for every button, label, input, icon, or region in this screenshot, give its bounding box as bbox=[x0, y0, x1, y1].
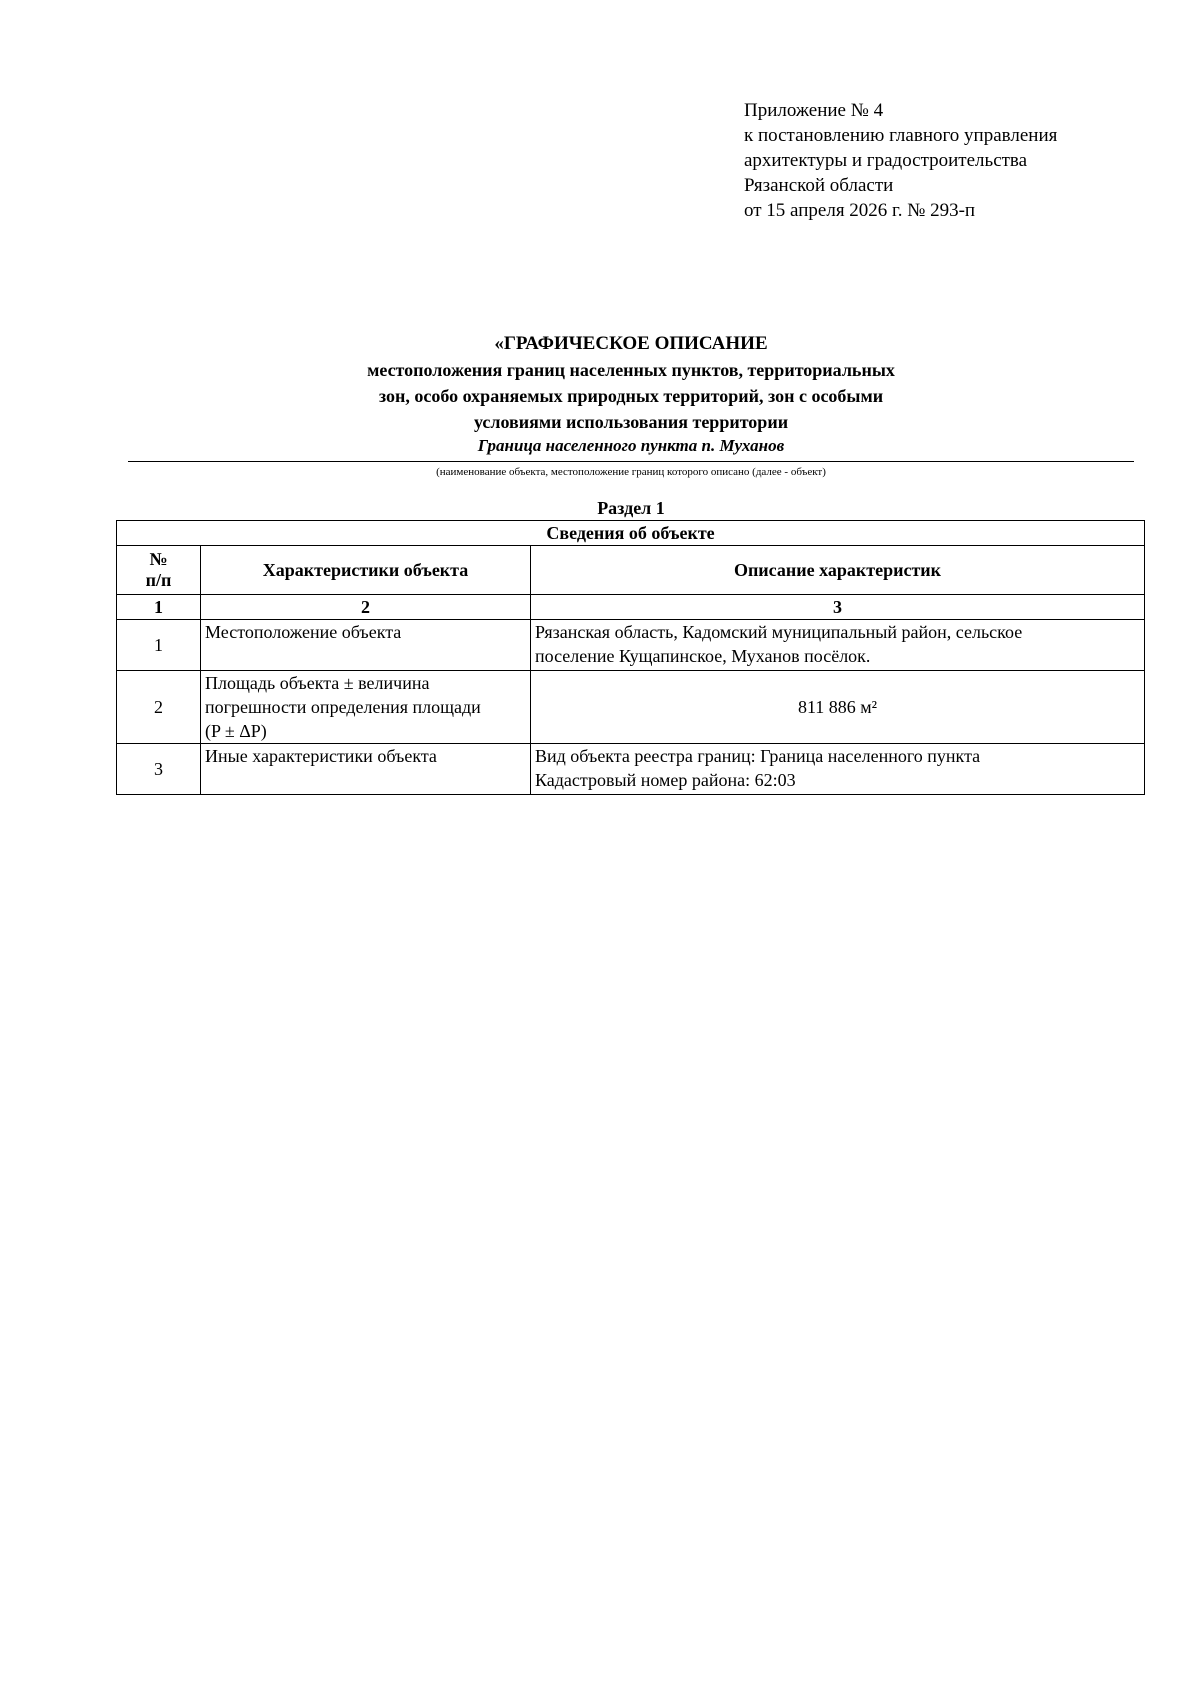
document-subtitle-line-2: зон, особо охраняемых природных территорий, зон с особыми bbox=[378, 386, 884, 406]
column-header-num-line-1: № bbox=[149, 549, 168, 569]
document-title: «ГРАФИЧЕСКОЕ ОПИСАНИЕ bbox=[494, 333, 768, 354]
annex-department-line: архитектуры и градостроительства bbox=[744, 150, 1028, 171]
object-name: Граница населенного пункта п. Муханов bbox=[477, 436, 785, 455]
row-characteristic: Местоположение объекта bbox=[201, 620, 531, 671]
row-description-line-2: поселение Кущапинское, Муханов посёлок. bbox=[535, 646, 871, 666]
row-description-line-1: Вид объекта реестра границ: Граница населенного пункта bbox=[535, 746, 981, 766]
annex-region-line: Рязанской области bbox=[744, 175, 894, 196]
annex-number: Приложение № 4 bbox=[744, 100, 884, 121]
column-header-description: Описание характеристик bbox=[531, 546, 1145, 595]
row-characteristic-line-2: погрешности определения площади bbox=[205, 697, 481, 717]
column-headers-row bbox=[117, 546, 1145, 595]
object-info-table bbox=[116, 520, 1145, 795]
column-header-characteristics: Характеристики объекта bbox=[201, 546, 531, 595]
row-number: 3 bbox=[117, 744, 201, 795]
annex-date-line: от 15 апреля 2026 г. № 293-п bbox=[744, 200, 976, 221]
row-description-line-1: Рязанская область, Кадомский муниципальный район, сельское bbox=[535, 622, 1023, 642]
section-title: Раздел 1 bbox=[597, 498, 665, 518]
document-subtitle-line-3: условиями использования территории bbox=[473, 412, 789, 432]
annex-decree-line: к постановлению главного управления bbox=[744, 125, 1058, 146]
row-characteristic-line-1: Площадь объекта ± величина bbox=[205, 673, 430, 693]
column-number-1: 1 bbox=[117, 595, 201, 620]
row-characteristic-line-3: (P ± ΔP) bbox=[205, 721, 267, 741]
row-description-line-2: Кадастровый номер района: 62:03 bbox=[535, 770, 796, 790]
column-number-2: 2 bbox=[201, 595, 531, 620]
row-description bbox=[531, 744, 1145, 795]
row-number: 2 bbox=[117, 671, 201, 744]
table-row bbox=[117, 744, 1145, 795]
column-header-num bbox=[117, 546, 201, 595]
column-number-3: 3 bbox=[531, 595, 1145, 620]
table-row bbox=[117, 671, 1145, 744]
annex-block bbox=[744, 98, 1057, 223]
column-numbers-row bbox=[117, 595, 1145, 620]
row-characteristic bbox=[201, 671, 531, 744]
row-description bbox=[531, 620, 1145, 671]
table-header: Сведения об объекте bbox=[117, 521, 1145, 546]
document-subtitle-line-1: местоположения границ населенных пунктов, территориальных bbox=[367, 360, 895, 380]
document-title-block bbox=[128, 331, 1134, 457]
column-header-num-line-2: п/п bbox=[145, 570, 172, 590]
object-name-underline bbox=[128, 461, 1134, 462]
row-number: 1 bbox=[117, 620, 201, 671]
table-header-row bbox=[117, 521, 1145, 546]
table-row bbox=[117, 620, 1145, 671]
row-description: 811 886 м² bbox=[531, 671, 1145, 744]
object-name-caption: (наименование объекта, местоположение границ которого описано (далее - объект) bbox=[436, 466, 826, 478]
row-characteristic: Иные характеристики объекта bbox=[201, 744, 531, 795]
